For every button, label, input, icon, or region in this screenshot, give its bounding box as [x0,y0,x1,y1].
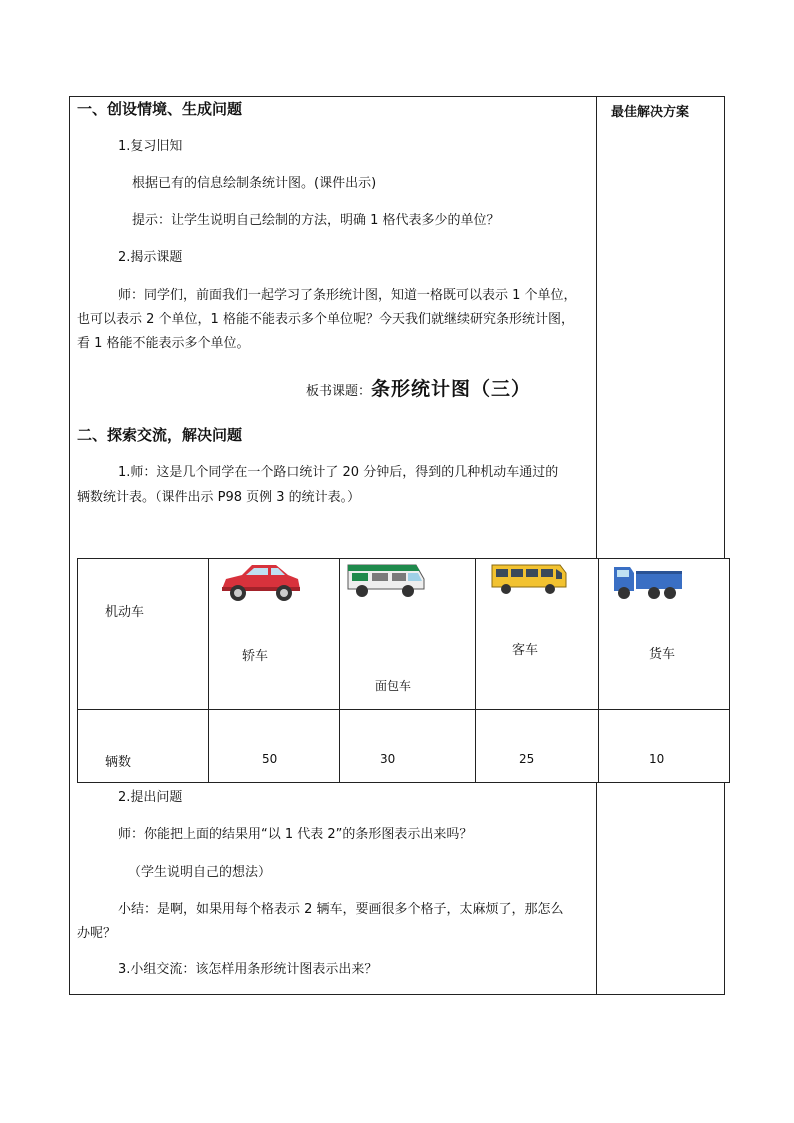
lesson-table-frame [69,96,725,995]
board-title: 条形统计图（三） [371,378,532,400]
section-1-teacher-line-1: 师：同学们，前面我们一起学习了条形统计图，知道一格既可以表示 1 个单位， [118,288,577,303]
truck-icon [610,559,686,601]
minivan-icon [344,559,426,599]
vehicle-name-minivan: 面包车 [375,679,412,693]
vehicle-name-bus: 客车 [512,643,539,658]
board-title-row [306,378,532,400]
bus-icon [486,559,568,597]
section-2-step-1-line-2: 辆数统计表。（课件出示 P98 页例 3 的统计表。） [77,490,361,505]
table-col-line [208,559,209,782]
vehicle-name-sedan: 轿车 [242,649,269,664]
vehicle-count-minivan: 30 [380,752,396,766]
section-2-title: 二、探索交流，解决问题 [77,426,243,444]
section-1-step-1: 1.复习旧知 [118,139,183,154]
section-2-step-3: 3.小组交流：该怎样用条形统计图表示出来？ [118,962,378,977]
table-col-line [475,559,476,782]
vehicle-count-sedan: 50 [262,752,278,766]
vehicle-count-truck: 10 [649,752,665,766]
section-2-summary-line-1: 小结：是啊，如果用每个格表示 2 辆车，要画很多个格子，太麻烦了，那怎么 [118,902,564,917]
table-row-line [78,709,729,710]
section-2-student-note: （学生说明自己的想法） [128,865,272,880]
sedan-car-icon [218,559,302,605]
vehicle-name-truck: 货车 [649,647,676,662]
table-col-line [339,559,340,782]
section-1-teacher-line-3: 看 1 格能不能表示多个单位。 [77,336,250,351]
section-2-step-2: 2.提出问题 [118,790,183,805]
row-header-count: 辆数 [105,755,132,770]
side-column-header: 最佳解决方案 [611,105,690,120]
board-label: 板书课题： [306,384,372,399]
section-2-teacher-question: 师：你能把上面的结果用“以 1 代表 2”的条形图表示出来吗？ [118,827,473,842]
row-header-vehicle: 机动车 [105,605,145,620]
section-1-teacher-line-2: 也可以表示 2 个单位，1 格能不能表示多个单位呢？今天我们就继续研究条形统计图， [77,312,574,327]
vehicle-count-table [77,558,730,783]
vehicle-count-bus: 25 [519,752,535,766]
section-1-paragraph: 根据已有的信息绘制条统计图。(课件出示) [132,176,377,191]
section-1-step-2: 2.揭示课题 [118,250,183,265]
section-2-step-1-line-1: 1.师：这是几个同学在一个路口统计了 20 分钟后，得到的几种机动车通过的 [118,465,559,480]
section-1-title: 一、创设情境、生成问题 [77,100,243,118]
column-divider [596,96,597,995]
section-1-hint: 提示：让学生说明自己绘制的方法，明确 1 格代表多少的单位？ [132,213,500,228]
table-col-line [598,559,599,782]
section-2-summary-line-2: 办呢？ [77,926,117,941]
